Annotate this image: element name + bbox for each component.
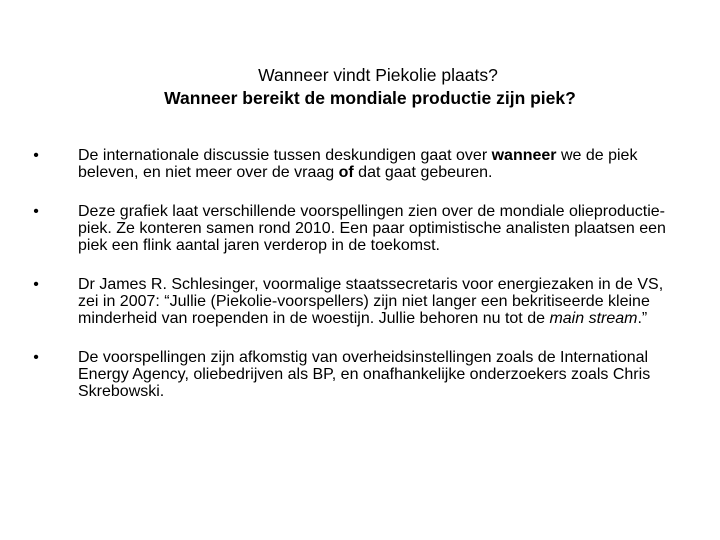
slide-title bbox=[60, 64, 680, 110]
emphasis-if: of bbox=[338, 164, 354, 181]
emphasis-when: wanneer bbox=[491, 147, 557, 164]
title-question: Wanneer vindt Piekolie plaats? bbox=[258, 65, 498, 85]
text-run: we de piek beleven, en niet meer over de vraag bbox=[78, 147, 638, 181]
bullet-text: De voorspellingen zijn afkomstig van overheidsinstellingen zoals de International Energy Agency, oliebedrijven als BP, en onafhankelijke onderzoekers zoals Chris Skrebowski. bbox=[78, 349, 651, 400]
bullet-item-debate bbox=[28, 147, 688, 181]
text-run: .” bbox=[637, 310, 648, 327]
bullet-icon: • bbox=[33, 203, 39, 220]
text-run: De internationale discussie tussen deskundigen gaat over bbox=[78, 147, 492, 164]
bullet-text bbox=[78, 276, 663, 327]
bullet-text bbox=[78, 147, 637, 181]
bullet-icon: • bbox=[33, 276, 39, 293]
bullet-icon: • bbox=[33, 349, 39, 366]
text-run: Dr James R. Schlesinger, voormalige staatssecretaris voor energiezaken in de VS, zei in 2007: “Jullie (Piekolie-voorspellers) zijn niet langer een bekritiseerde kleine minderheid van roependen in de woestijn. Jullie behoren nu tot de bbox=[78, 276, 664, 327]
bullet-item-sources bbox=[28, 349, 688, 400]
bullet-icon: • bbox=[33, 147, 39, 164]
bullet-text: Deze grafiek laat verschillende voorspellingen zien over de mondiale olieproductie-piek. Ze konteren samen rond 2010. Een paar optimistische analisten plaatsen een piek een flink aantal jaren verderop in de toekomst. bbox=[78, 203, 666, 254]
emphasis-main-stream: main stream bbox=[549, 310, 638, 327]
title-subquestion: Wanneer bereikt de mondiale productie zijn piek? bbox=[164, 88, 576, 108]
bullet-item-graph bbox=[28, 203, 688, 254]
bullet-list bbox=[28, 147, 688, 400]
text-run: dat gaat gebeuren. bbox=[353, 164, 493, 181]
bullet-item-schlesinger-quote bbox=[28, 276, 688, 327]
